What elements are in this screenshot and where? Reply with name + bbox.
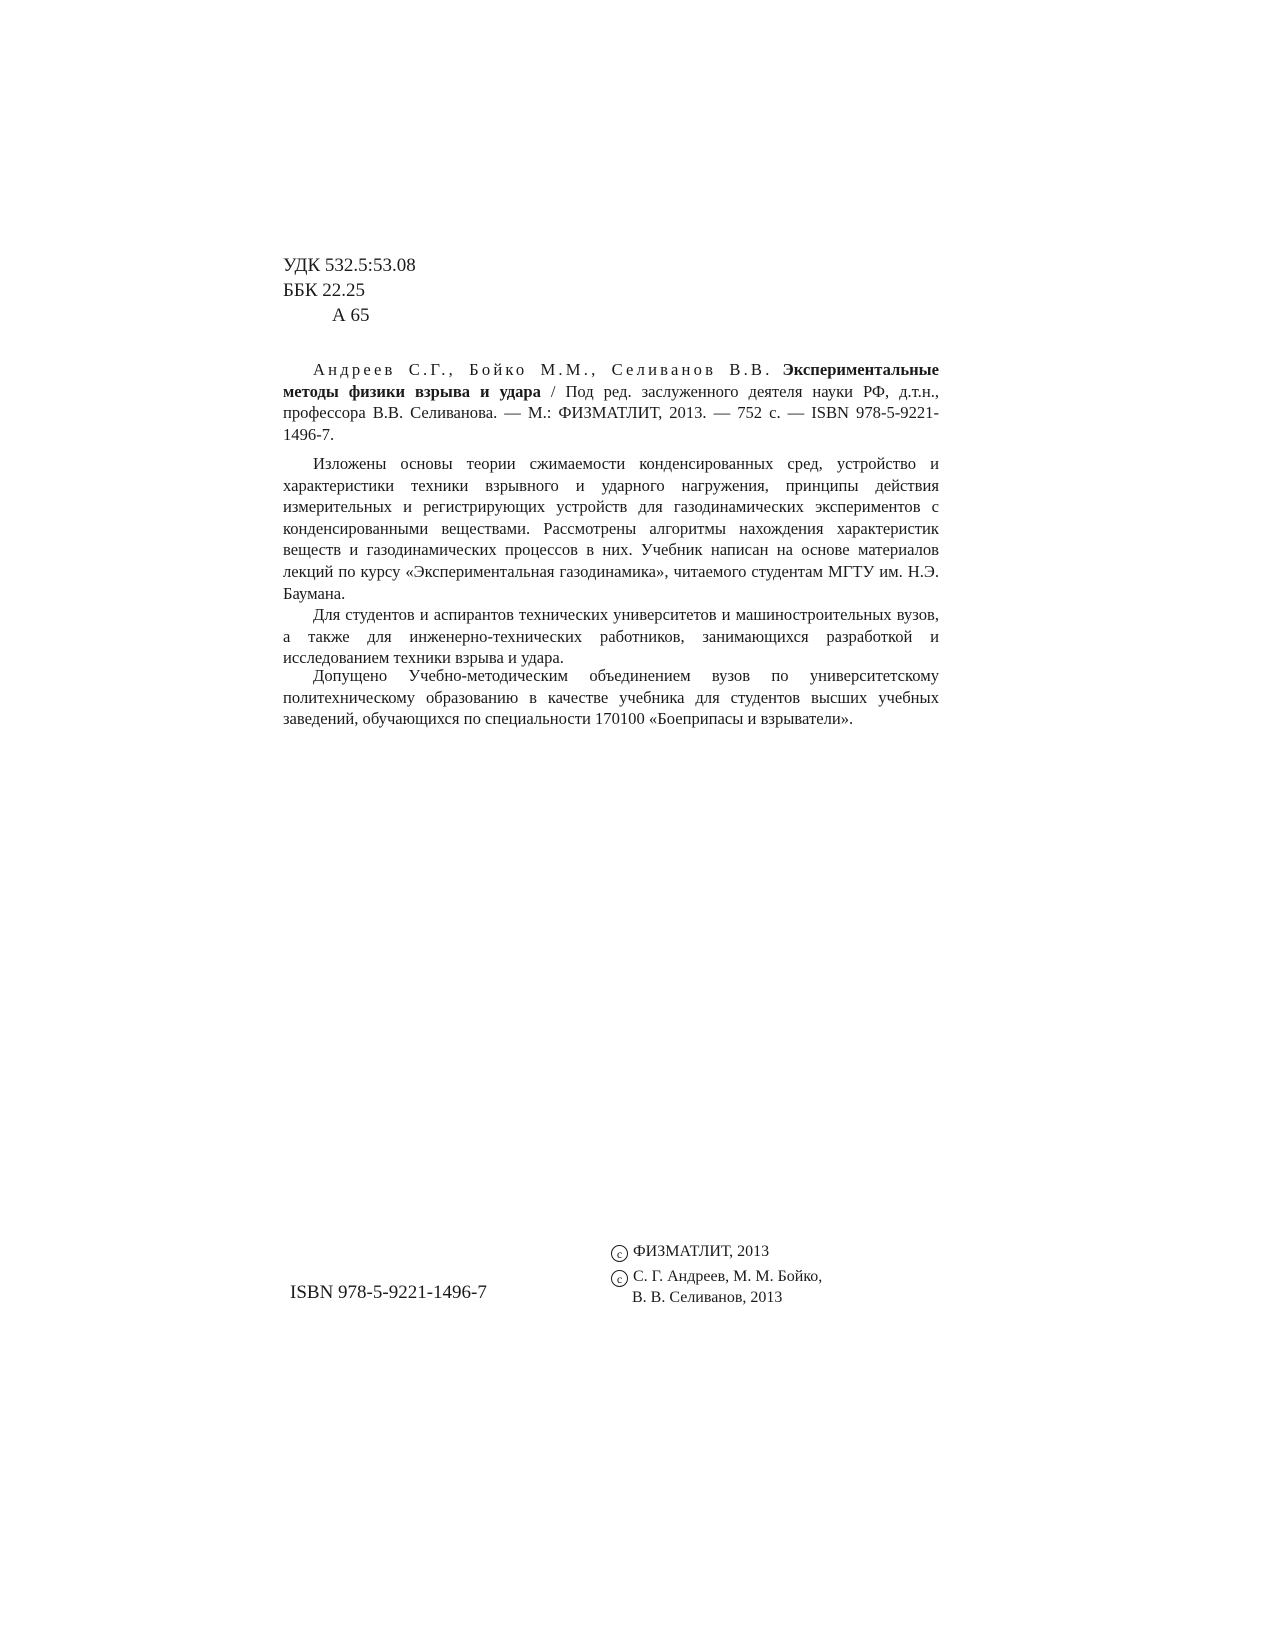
udk-code: УДК 532.5:53.08: [283, 255, 416, 276]
classification-block: [283, 253, 416, 328]
copyright-block: [611, 1241, 822, 1308]
copyright-icon: c: [611, 1270, 628, 1287]
annotation-paragraph-1: Изложены основы теории сжимаемости конденсированных сред, устройство и характеристики техники взрывного и ударного нагружения, принципы действия измерительных и регистрирующих устройств для газодинамических экспериментов с конденсированными веществами. Рассмотрены алгоритмы нахождения характеристик веществ и газодинамических процессов в них. Учебник написан на основе материалов лекций по курсу «Экспериментальная газодинамика», читаемого студентам МГТУ им. Н.Э. Баумана.: [283, 454, 939, 603]
copyright-publisher: [611, 1241, 822, 1262]
author-mark: А 65: [332, 305, 370, 326]
copyright-icon: c: [611, 1245, 628, 1262]
copyright-authors-line1: С. Г. Андреев, М. М. Бойко,: [633, 1268, 823, 1285]
approval-text: Допущено Учебно-методическим объединением вузов по университетскому политехническому образованию в качестве учебника для студентов высших учебных заведений, обучающихся по специальности 170100 «Боеприпасы и взрыватели».: [283, 666, 939, 729]
isbn: ISBN 978-5-9221-1496-7: [290, 1282, 487, 1303]
copyright-authors-line2: В. В. Селиванов, 2013: [632, 1289, 783, 1306]
bbk-code: ББК 22.25: [283, 280, 365, 301]
biblio-authors: Андреев С.Г., Бойко М.М., Селиванов В.В.: [313, 360, 773, 379]
approval-statement: [283, 665, 939, 730]
copyright-authors: [611, 1266, 822, 1287]
biblio-details: / Под ред. заслуженного деятеля науки РФ, д.т.н., профессора В.В. Селиванова. — М.: ФИЗМАТЛИТ, 2013. — 752 с. — ISBN 978-5-9221-1496-7.: [283, 381, 940, 444]
annotation-paragraph-2: Для студентов и аспирантов технических университетов и машиностроительных вузов, а также для инженерно-технических работников, занимающихся разработкой и исследованием техники взрыва и удара.: [283, 605, 939, 668]
biblio-title: Экспериментальные методы физики взрыва и удара: [283, 360, 939, 401]
bibliographic-record: [283, 359, 939, 445]
annotation: [283, 453, 939, 669]
copyright-publisher-text: ФИЗМАТЛИТ, 2013: [633, 1243, 770, 1260]
